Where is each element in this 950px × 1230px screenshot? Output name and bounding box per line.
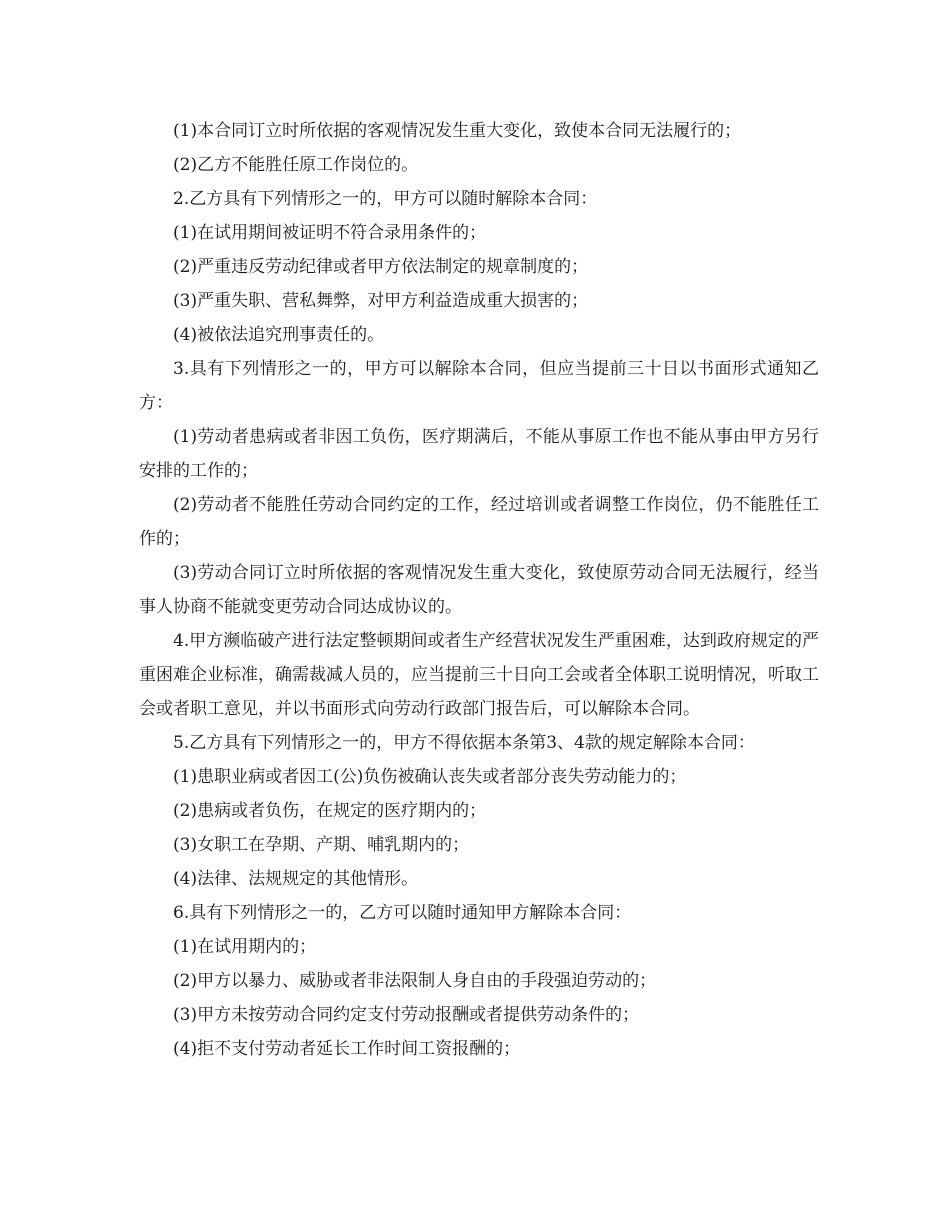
paragraph: (3)劳动合同订立时所依据的客观情况发生重大变化，致使原劳动合同无法履行，经当事人协商不能就变更劳动合同达成协议的。 bbox=[139, 563, 819, 617]
paragraph: (2)劳动者不能胜任劳动合同约定的工作，经过培训或者调整工作岗位，仍不能胜任工作的； bbox=[139, 495, 819, 549]
paragraph: (4)被依法追究刑事责任的。 bbox=[173, 325, 385, 345]
paragraph: (1)劳动者患病或者非因工负伤，医疗期满后，不能从事原工作也不能从事由甲方另行安排的工作的； bbox=[139, 427, 819, 481]
paragraph: (3)甲方未按劳动合同约定支付劳动报酬或者提供劳动条件的； bbox=[173, 1005, 640, 1025]
paragraph: (1)在试用期内的； bbox=[173, 937, 317, 957]
document-body bbox=[139, 114, 819, 1066]
paragraph: (2)甲方以暴力、威胁或者非法限制人身自由的手段强迫劳动的； bbox=[173, 971, 657, 991]
paragraph: (1)在试用期间被证明不符合录用条件的； bbox=[173, 223, 487, 243]
paragraph: (4)法律、法规规定的其他情形。 bbox=[173, 869, 419, 889]
paragraph: (1)本合同订立时所依据的客观情况发生重大变化，致使本合同无法履行的； bbox=[173, 121, 742, 141]
paragraph: (2)患病或者负伤，在规定的医疗期内的； bbox=[173, 801, 487, 821]
paragraph: (1)患职业病或者因工(公)负伤被确认丧失或者部分丧失劳动能力的； bbox=[173, 767, 687, 787]
paragraph: (2)乙方不能胜任原工作岗位的。 bbox=[173, 155, 419, 175]
paragraph: (3)女职工在孕期、产期、哺乳期内的； bbox=[173, 835, 470, 855]
paragraph: 2.乙方具有下列情形之一的，甲方可以随时解除本合同： bbox=[173, 189, 598, 209]
paragraph: (4)拒不支付劳动者延长工作时间工资报酬的； bbox=[173, 1039, 521, 1059]
paragraph: 4.甲方濒临破产进行法定整顿期间或者生产经营状况发生严重困难，达到政府规定的严重困难企业标准，确需裁减人员的，应当提前三十日向工会或者全体职工说明情况，听取工会或者职工意见，并以书面形式向劳动行政部门报告后，可以解除本合同。 bbox=[139, 631, 819, 719]
paragraph: 5.乙方具有下列情形之一的，甲方不得依据本条第3、4款的规定解除本合同： bbox=[173, 733, 755, 753]
paragraph: 3.具有下列情形之一的，甲方可以解除本合同，但应当提前三十日以书面形式通知乙方： bbox=[139, 359, 819, 413]
paragraph: (2)严重违反劳动纪律或者甲方依法制定的规章制度的； bbox=[173, 257, 589, 277]
paragraph: 6.具有下列情形之一的，乙方可以随时通知甲方解除本合同： bbox=[173, 903, 632, 923]
paragraph: (3)严重失职、营私舞弊，对甲方利益造成重大损害的； bbox=[173, 291, 589, 311]
